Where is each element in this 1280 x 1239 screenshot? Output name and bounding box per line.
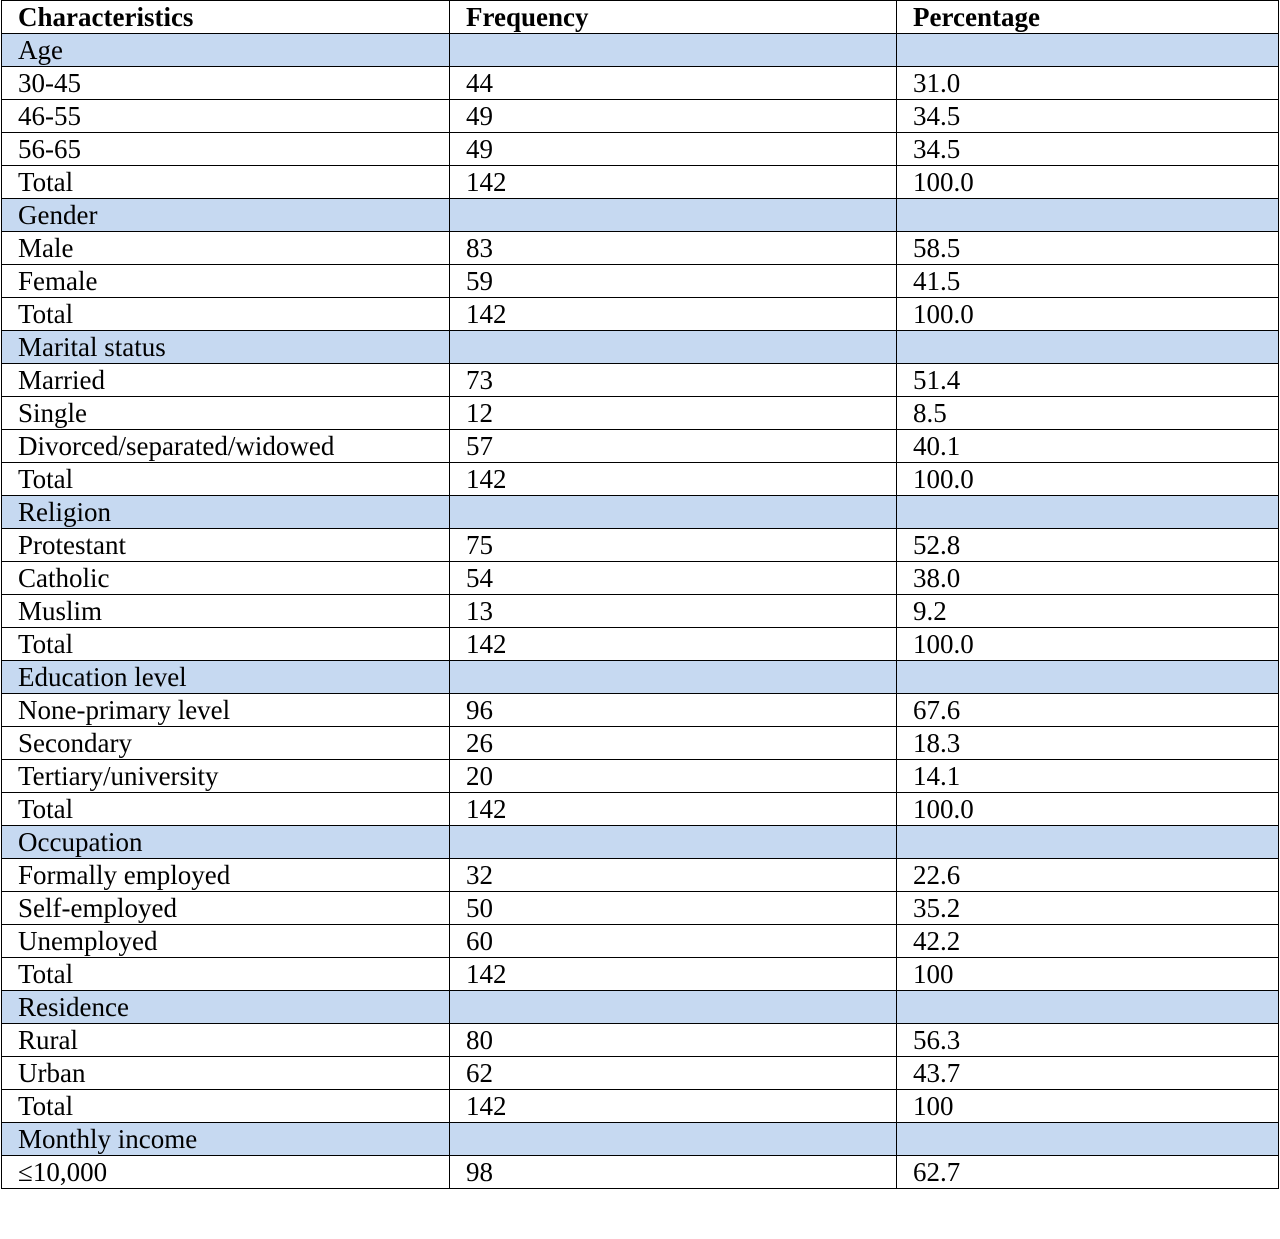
- row-label: Divorced/separated/widowed: [2, 430, 450, 463]
- row-label: Male: [2, 232, 450, 265]
- section-row: [2, 661, 1279, 694]
- row-percentage: 22.6: [897, 859, 1279, 892]
- section-frequency-empty: [450, 1123, 897, 1156]
- table-row: [2, 925, 1279, 958]
- row-label: Total: [2, 628, 450, 661]
- row-label: Protestant: [2, 529, 450, 562]
- row-label: Total: [2, 463, 450, 496]
- row-frequency: 12: [450, 397, 897, 430]
- table-row: [2, 232, 1279, 265]
- section-percentage-empty: [897, 331, 1279, 364]
- row-label: Single: [2, 397, 450, 430]
- row-frequency: 142: [450, 298, 897, 331]
- table-row: [2, 859, 1279, 892]
- row-percentage: 9.2: [897, 595, 1279, 628]
- row-frequency: 98: [450, 1156, 897, 1189]
- row-percentage: 100.0: [897, 628, 1279, 661]
- header-percentage: Percentage: [897, 1, 1279, 34]
- row-frequency: 13: [450, 595, 897, 628]
- table-row: [2, 595, 1279, 628]
- section-title: Education level: [2, 661, 450, 694]
- row-percentage: 100: [897, 1090, 1279, 1123]
- table-row: [2, 1090, 1279, 1123]
- section-title: Gender: [2, 199, 450, 232]
- section-row: [2, 826, 1279, 859]
- row-frequency: 96: [450, 694, 897, 727]
- section-title: Monthly income: [2, 1123, 450, 1156]
- row-frequency: 49: [450, 100, 897, 133]
- row-frequency: 57: [450, 430, 897, 463]
- row-label: Unemployed: [2, 925, 450, 958]
- row-percentage: 34.5: [897, 100, 1279, 133]
- row-label: ≤10,000: [2, 1156, 450, 1189]
- section-title: Residence: [2, 991, 450, 1024]
- section-frequency-empty: [450, 496, 897, 529]
- table-row: [2, 265, 1279, 298]
- row-label: Muslim: [2, 595, 450, 628]
- section-percentage-empty: [897, 826, 1279, 859]
- row-label: Secondary: [2, 727, 450, 760]
- table-row: [2, 760, 1279, 793]
- table-row: [2, 793, 1279, 826]
- section-frequency-empty: [450, 199, 897, 232]
- characteristics-table: [1, 0, 1279, 1189]
- section-frequency-empty: [450, 34, 897, 67]
- section-percentage-empty: [897, 199, 1279, 232]
- row-label: Female: [2, 265, 450, 298]
- row-percentage: 14.1: [897, 760, 1279, 793]
- section-row: [2, 331, 1279, 364]
- row-percentage: 62.7: [897, 1156, 1279, 1189]
- table-row: [2, 1057, 1279, 1090]
- row-frequency: 75: [450, 529, 897, 562]
- row-percentage: 100: [897, 958, 1279, 991]
- row-percentage: 58.5: [897, 232, 1279, 265]
- row-frequency: 54: [450, 562, 897, 595]
- header-characteristics: Characteristics: [2, 1, 450, 34]
- section-percentage-empty: [897, 661, 1279, 694]
- row-frequency: 26: [450, 727, 897, 760]
- row-label: 30-45: [2, 67, 450, 100]
- section-title: Marital status: [2, 331, 450, 364]
- table-row: [2, 628, 1279, 661]
- row-frequency: 32: [450, 859, 897, 892]
- row-frequency: 62: [450, 1057, 897, 1090]
- row-frequency: 142: [450, 166, 897, 199]
- row-percentage: 18.3: [897, 727, 1279, 760]
- row-frequency: 142: [450, 628, 897, 661]
- section-frequency-empty: [450, 661, 897, 694]
- section-frequency-empty: [450, 331, 897, 364]
- table-row: [2, 100, 1279, 133]
- row-frequency: 142: [450, 793, 897, 826]
- row-label: 56-65: [2, 133, 450, 166]
- row-percentage: 35.2: [897, 892, 1279, 925]
- table-row: [2, 166, 1279, 199]
- row-percentage: 51.4: [897, 364, 1279, 397]
- row-frequency: 142: [450, 463, 897, 496]
- row-percentage: 41.5: [897, 265, 1279, 298]
- row-frequency: 83: [450, 232, 897, 265]
- row-percentage: 100.0: [897, 166, 1279, 199]
- row-percentage: 100.0: [897, 463, 1279, 496]
- row-frequency: 20: [450, 760, 897, 793]
- row-frequency: 44: [450, 67, 897, 100]
- row-label: Married: [2, 364, 450, 397]
- row-percentage: 8.5: [897, 397, 1279, 430]
- row-label: Total: [2, 793, 450, 826]
- row-percentage: 43.7: [897, 1057, 1279, 1090]
- row-label: None-primary level: [2, 694, 450, 727]
- table-body: [2, 34, 1279, 1189]
- section-row: [2, 991, 1279, 1024]
- section-percentage-empty: [897, 1123, 1279, 1156]
- row-frequency: 59: [450, 265, 897, 298]
- row-label: Formally employed: [2, 859, 450, 892]
- table-row: [2, 298, 1279, 331]
- row-frequency: 49: [450, 133, 897, 166]
- header-row: [2, 1, 1279, 34]
- row-percentage: 34.5: [897, 133, 1279, 166]
- row-label: Self-employed: [2, 892, 450, 925]
- section-title: Religion: [2, 496, 450, 529]
- table-row: [2, 463, 1279, 496]
- row-frequency: 73: [450, 364, 897, 397]
- row-percentage: 100.0: [897, 298, 1279, 331]
- row-frequency: 60: [450, 925, 897, 958]
- row-percentage: 31.0: [897, 67, 1279, 100]
- row-label: Total: [2, 166, 450, 199]
- row-label: Total: [2, 1090, 450, 1123]
- row-percentage: 67.6: [897, 694, 1279, 727]
- table-row: [2, 958, 1279, 991]
- section-percentage-empty: [897, 34, 1279, 67]
- row-label: Tertiary/university: [2, 760, 450, 793]
- table-row: [2, 694, 1279, 727]
- row-label: Catholic: [2, 562, 450, 595]
- section-title: Age: [2, 34, 450, 67]
- row-percentage: 38.0: [897, 562, 1279, 595]
- table-row: [2, 397, 1279, 430]
- section-frequency-empty: [450, 991, 897, 1024]
- section-title: Occupation: [2, 826, 450, 859]
- row-percentage: 42.2: [897, 925, 1279, 958]
- table-row: [2, 562, 1279, 595]
- table-row: [2, 133, 1279, 166]
- row-frequency: 50: [450, 892, 897, 925]
- section-row: [2, 496, 1279, 529]
- row-percentage: 40.1: [897, 430, 1279, 463]
- row-label: Urban: [2, 1057, 450, 1090]
- row-percentage: 56.3: [897, 1024, 1279, 1057]
- section-percentage-empty: [897, 991, 1279, 1024]
- row-percentage: 52.8: [897, 529, 1279, 562]
- header-frequency: Frequency: [450, 1, 897, 34]
- table-row: [2, 1156, 1279, 1189]
- row-frequency: 80: [450, 1024, 897, 1057]
- row-label: Total: [2, 958, 450, 991]
- table-row: [2, 1024, 1279, 1057]
- row-percentage: 100.0: [897, 793, 1279, 826]
- section-row: [2, 34, 1279, 67]
- row-label: Rural: [2, 1024, 450, 1057]
- table-row: [2, 67, 1279, 100]
- section-row: [2, 1123, 1279, 1156]
- row-frequency: 142: [450, 958, 897, 991]
- row-label: 46-55: [2, 100, 450, 133]
- table-row: [2, 892, 1279, 925]
- table-row: [2, 364, 1279, 397]
- row-label: Total: [2, 298, 450, 331]
- table-row: [2, 529, 1279, 562]
- table-row: [2, 727, 1279, 760]
- table-row: [2, 430, 1279, 463]
- section-row: [2, 199, 1279, 232]
- section-frequency-empty: [450, 826, 897, 859]
- row-frequency: 142: [450, 1090, 897, 1123]
- section-percentage-empty: [897, 496, 1279, 529]
